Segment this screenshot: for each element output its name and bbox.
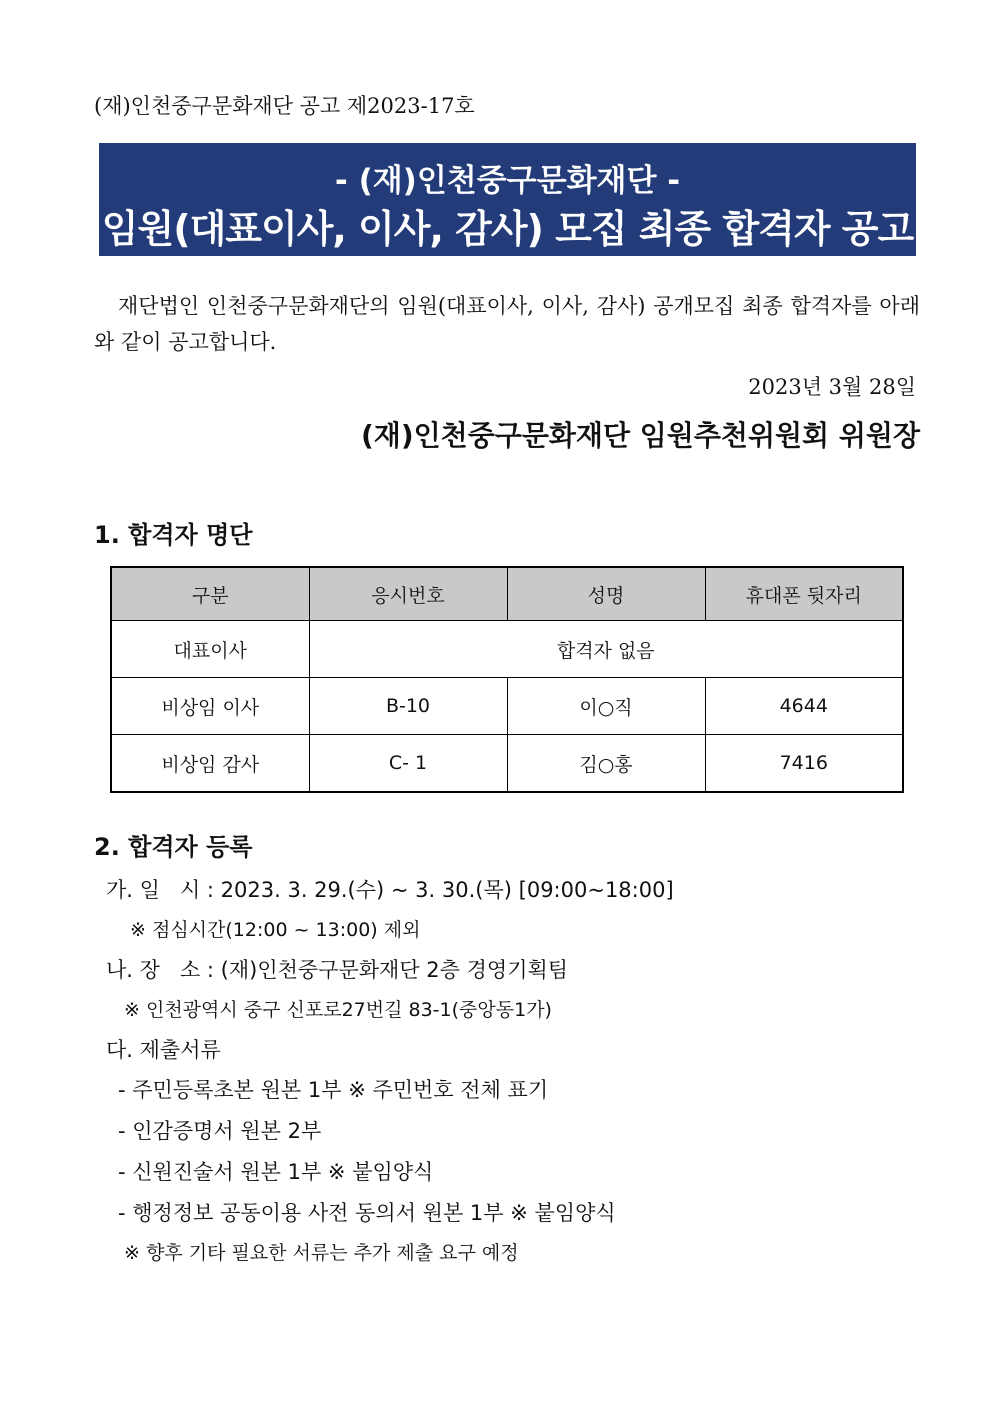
document-item: - 신원진술서 원본 1부 ※ 붙임양식: [118, 1160, 434, 1184]
cell-applicant-number: C- 1: [309, 735, 507, 793]
cell-name: 김○홍: [507, 735, 705, 793]
place-note: ※ 인천광역시 중구 신포로27번길 83-1(중앙동1가): [124, 999, 552, 1021]
notice-number: (재)인천중구문화재단 공고 제2023-17호: [94, 94, 475, 118]
cell-category: 대표이사: [111, 621, 309, 678]
title-banner: [99, 143, 916, 256]
documents-note: ※ 향후 기타 필요한 서류는 추가 제출 요구 예정: [124, 1242, 519, 1264]
header-name: 성명: [507, 567, 705, 621]
table-header-row: [111, 567, 903, 621]
cell-phone-last-digits: 7416: [705, 735, 903, 793]
table-row: [111, 735, 903, 793]
intro-text: 재단법인 인천중구문화재단의 임원(대표이사, 이사, 감사) 공개모집 최종 합격자를 아래와 같이 공고합니다.: [94, 294, 920, 354]
registration-schedule: 가. 일 시 : 2023. 3. 29.(수) ~ 3. 30.(목) [09:00~18:00]: [106, 878, 674, 902]
document-item: - 인감증명서 원본 2부: [118, 1119, 322, 1143]
schedule-note: ※ 점심시간(12:00 ~ 13:00) 제외: [130, 919, 421, 941]
section-2-title: 2. 합격자 등록: [94, 833, 253, 861]
document-item: - 행정정보 공동이용 사전 동의서 원본 1부 ※ 붙임양식: [118, 1201, 616, 1225]
notice-date: 2023년 3월 28일: [748, 375, 916, 399]
documents-title: 다. 제출서류: [106, 1038, 221, 1062]
cell-category: 비상임 감사: [111, 735, 309, 793]
header-category: 구분: [111, 567, 309, 621]
document-item: - 주민등록초본 원본 1부 ※ 주민번호 전체 표기: [118, 1078, 549, 1102]
table-row: [111, 621, 903, 678]
cell-name: 이○직: [507, 678, 705, 735]
header-applicant-number: 응시번호: [309, 567, 507, 621]
banner-title: 임원(대표이사, 이사, 감사) 모집 최종 합격자 공고: [101, 207, 914, 251]
table-row: [111, 678, 903, 735]
header-phone-last-digits: 휴대폰 뒷자리: [705, 567, 903, 621]
committee-signature: (재)인천중구문화재단 임원추천위원회 위원장: [360, 419, 920, 452]
cell-phone-last-digits: 4644: [705, 678, 903, 735]
cell-category: 비상임 이사: [111, 678, 309, 735]
cell-applicant-number: B-10: [309, 678, 507, 735]
registration-place: 나. 장 소 : (재)인천중구문화재단 2층 경영기획팀: [106, 958, 569, 982]
section-1-title: 1. 합격자 명단: [94, 521, 253, 549]
intro-paragraph: [94, 288, 920, 360]
banner-subtitle: - (재)인천중구문화재단 -: [334, 163, 681, 199]
cell-no-candidate: 합격자 없음: [309, 621, 903, 678]
successful-candidates-table: [110, 566, 904, 793]
